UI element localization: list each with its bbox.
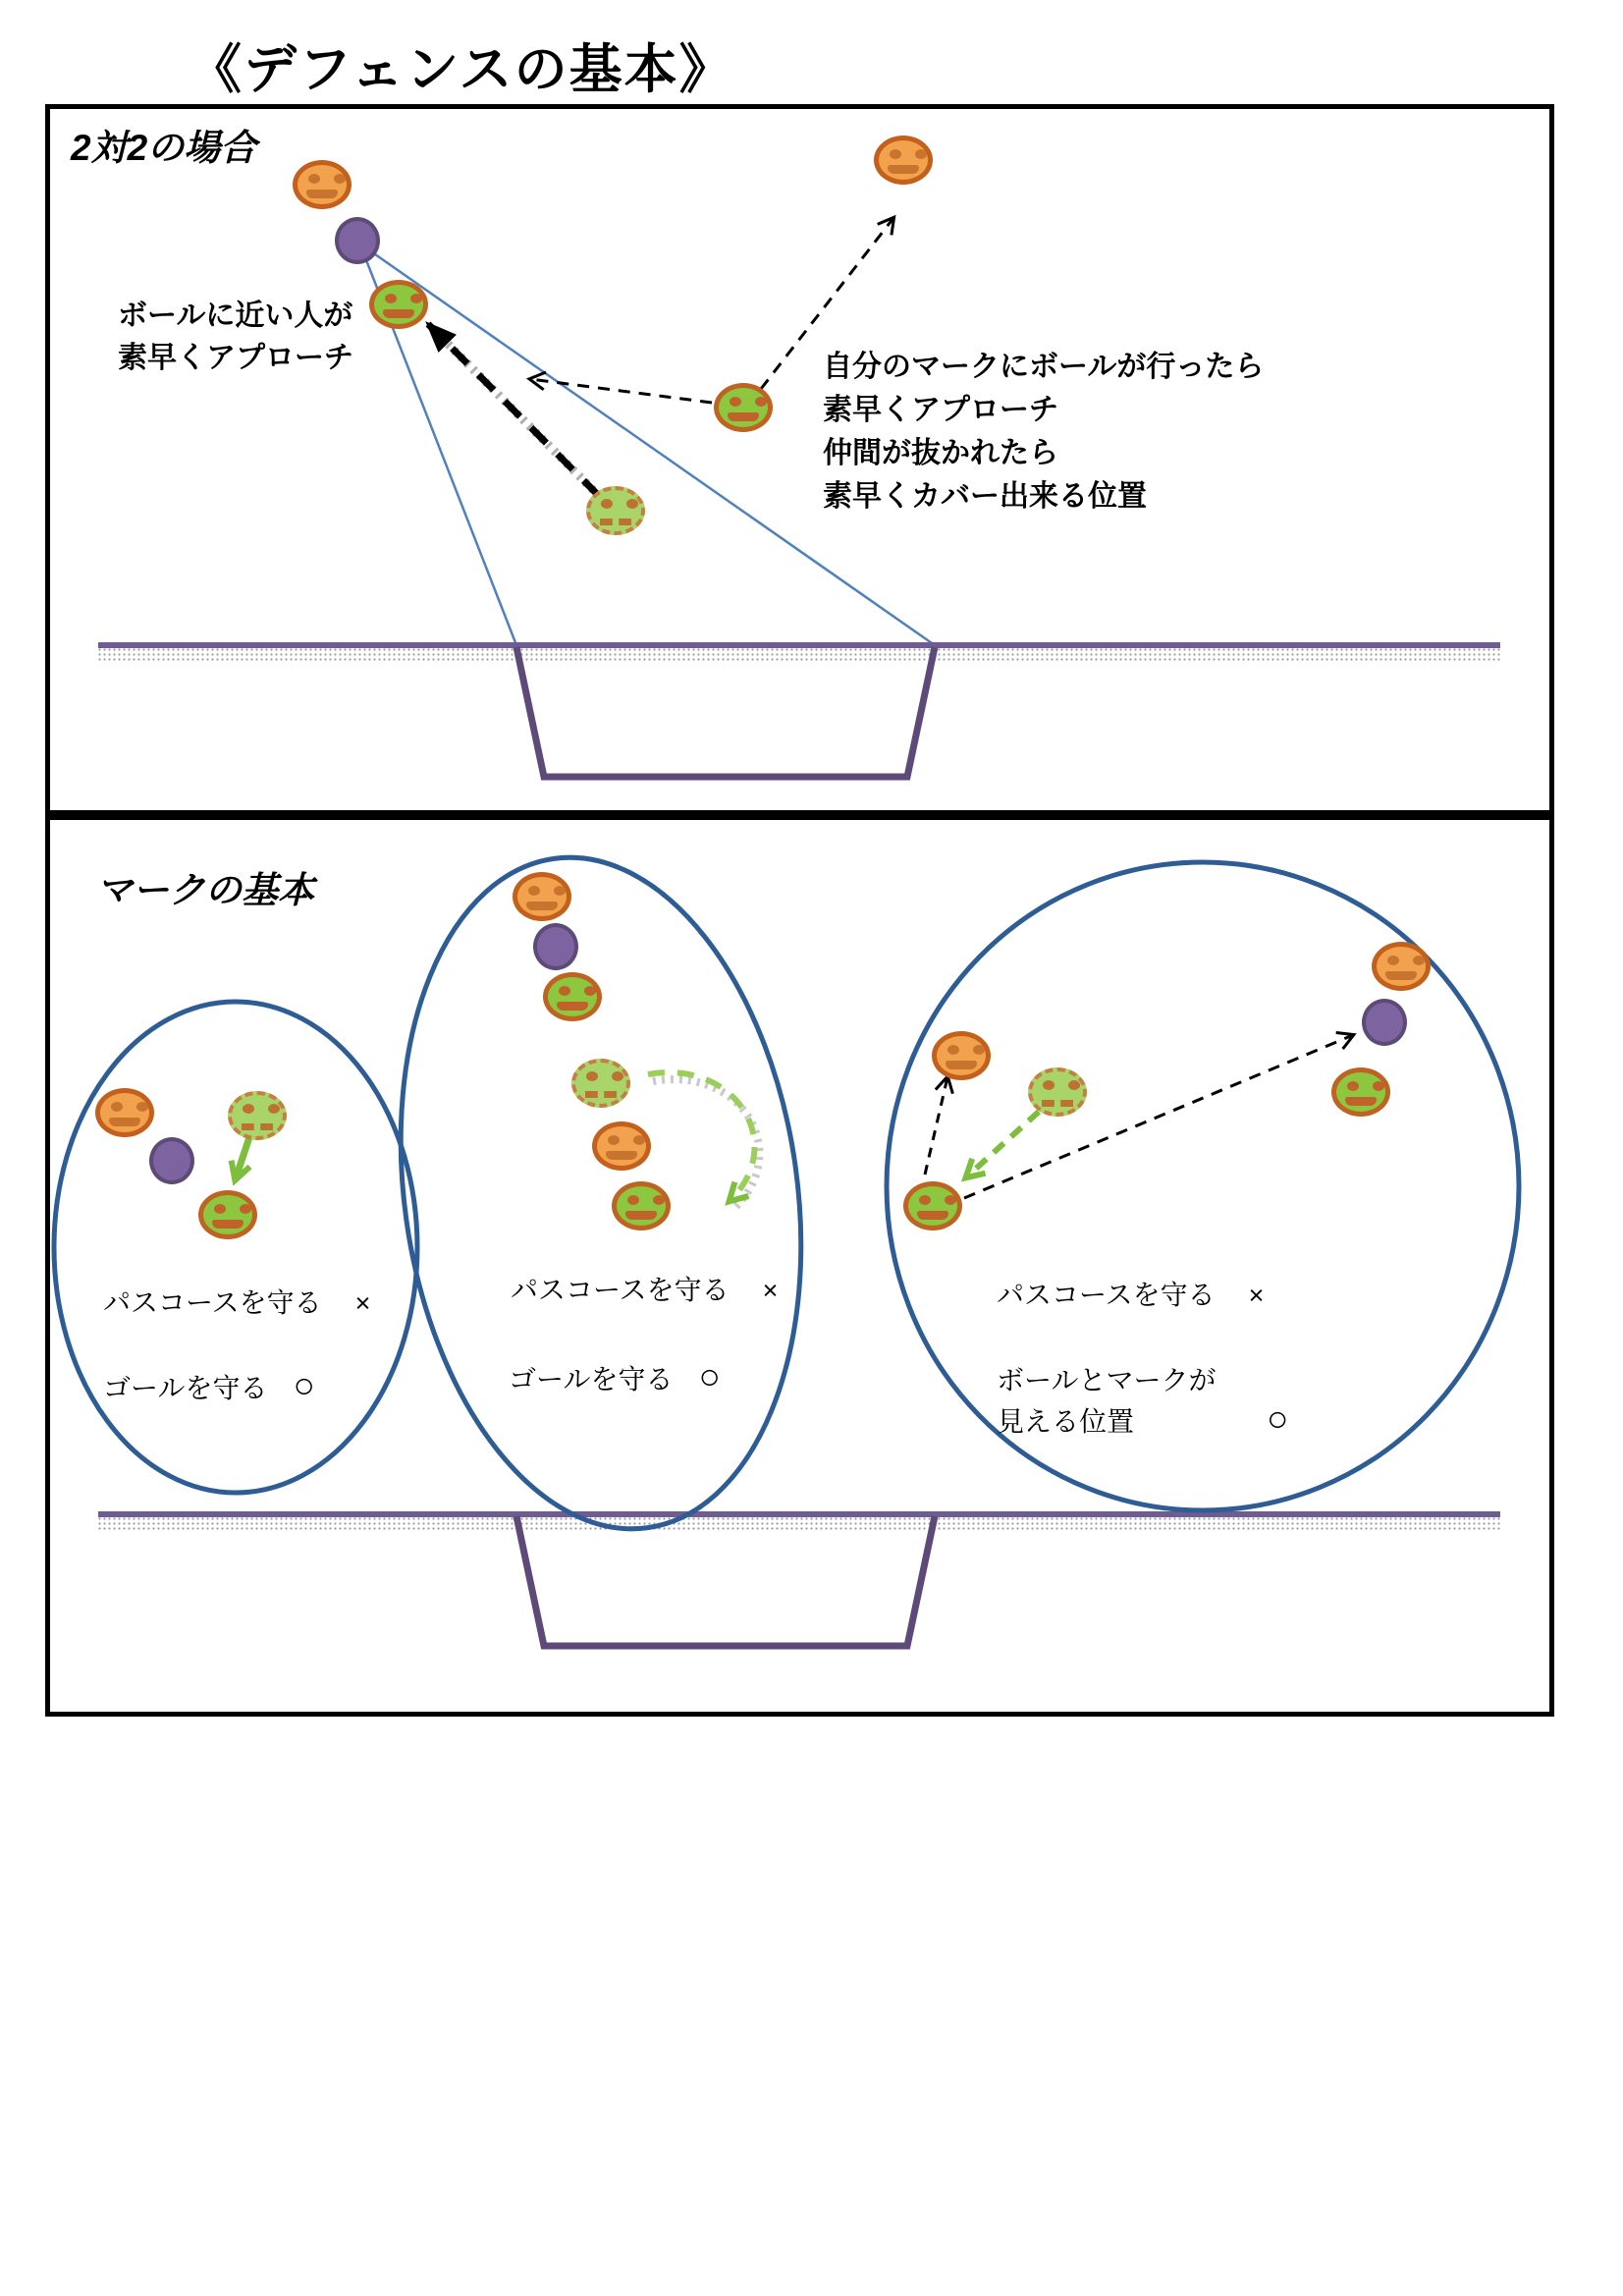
note-cover-line3: 仲間が抜かれたら xyxy=(823,437,1058,469)
defender-icon xyxy=(543,972,602,1021)
label-pass-course-left-text: パスコースを守る xyxy=(103,1287,322,1318)
ball-icon xyxy=(335,217,380,264)
note-cover-line4: 素早くカバー出来る位置 xyxy=(823,480,1147,513)
o-mark: ○ xyxy=(293,1365,315,1405)
x-mark: × xyxy=(354,1288,371,1318)
defender-icon xyxy=(714,383,773,432)
label-see-ball-line1: ボールとマークが xyxy=(997,1365,1217,1395)
ball-icon xyxy=(533,923,578,970)
ghost-defender-icon xyxy=(571,1059,630,1108)
label-guard-goal-left-text: ゴールを守る xyxy=(103,1373,268,1403)
defender-icon xyxy=(198,1190,257,1239)
note-cover-rules xyxy=(823,346,1264,519)
label-pass-course-middle xyxy=(511,1270,778,1311)
label-pass-course-right-text: パスコースを守る xyxy=(997,1280,1216,1310)
defender-icon xyxy=(369,280,428,329)
note-near-ball xyxy=(118,295,353,379)
x-mark: × xyxy=(1248,1281,1265,1310)
attacker-icon xyxy=(95,1088,154,1137)
o-mark: ○ xyxy=(1267,1398,1289,1439)
label-pass-course-right xyxy=(997,1275,1264,1316)
attacker-icon xyxy=(932,1031,991,1080)
attacker-icon xyxy=(293,160,352,209)
label-see-ball-and-mark xyxy=(997,1360,1216,1443)
ball-icon xyxy=(149,1137,194,1184)
note-cover-line2: 素早くアプローチ xyxy=(823,394,1058,426)
attacker-icon xyxy=(874,136,933,185)
note-near-ball-line2: 素早くアプローチ xyxy=(118,342,353,374)
ghost-defender-icon xyxy=(228,1091,287,1140)
label-pass-course-left xyxy=(103,1283,370,1324)
label-pass-course-middle-text: パスコースを守る xyxy=(511,1275,730,1305)
label-see-ball-line2: 見える位置 xyxy=(997,1406,1135,1437)
attacker-icon xyxy=(592,1121,651,1171)
defender-icon xyxy=(1331,1067,1390,1117)
ball-icon xyxy=(1362,999,1407,1046)
panel-2v2-label: 2対2の場合 xyxy=(71,128,257,168)
panel-marking xyxy=(45,815,1554,1717)
label-guard-goal-middle-text: ゴールを守る xyxy=(509,1364,674,1394)
note-near-ball-line1: ボールに近い人が xyxy=(118,300,353,332)
label-guard-goal-middle xyxy=(509,1356,721,1400)
panel-2v2 xyxy=(45,104,1554,815)
x-mark: × xyxy=(762,1276,779,1305)
label-guard-goal-left xyxy=(103,1365,315,1409)
o-mark: ○ xyxy=(698,1356,721,1396)
note-cover-line1: 自分のマークにボールが行ったら xyxy=(823,351,1265,383)
ghost-defender-icon xyxy=(1028,1067,1087,1117)
panel-marking-label: マークの基本 xyxy=(96,870,314,910)
attacker-icon xyxy=(1372,942,1431,991)
defender-icon xyxy=(612,1181,671,1230)
page-title: 《デフェンスの基本》 xyxy=(189,40,734,99)
ghost-defender-icon xyxy=(586,486,645,535)
defender-icon xyxy=(903,1181,962,1230)
attacker-icon xyxy=(513,872,571,921)
